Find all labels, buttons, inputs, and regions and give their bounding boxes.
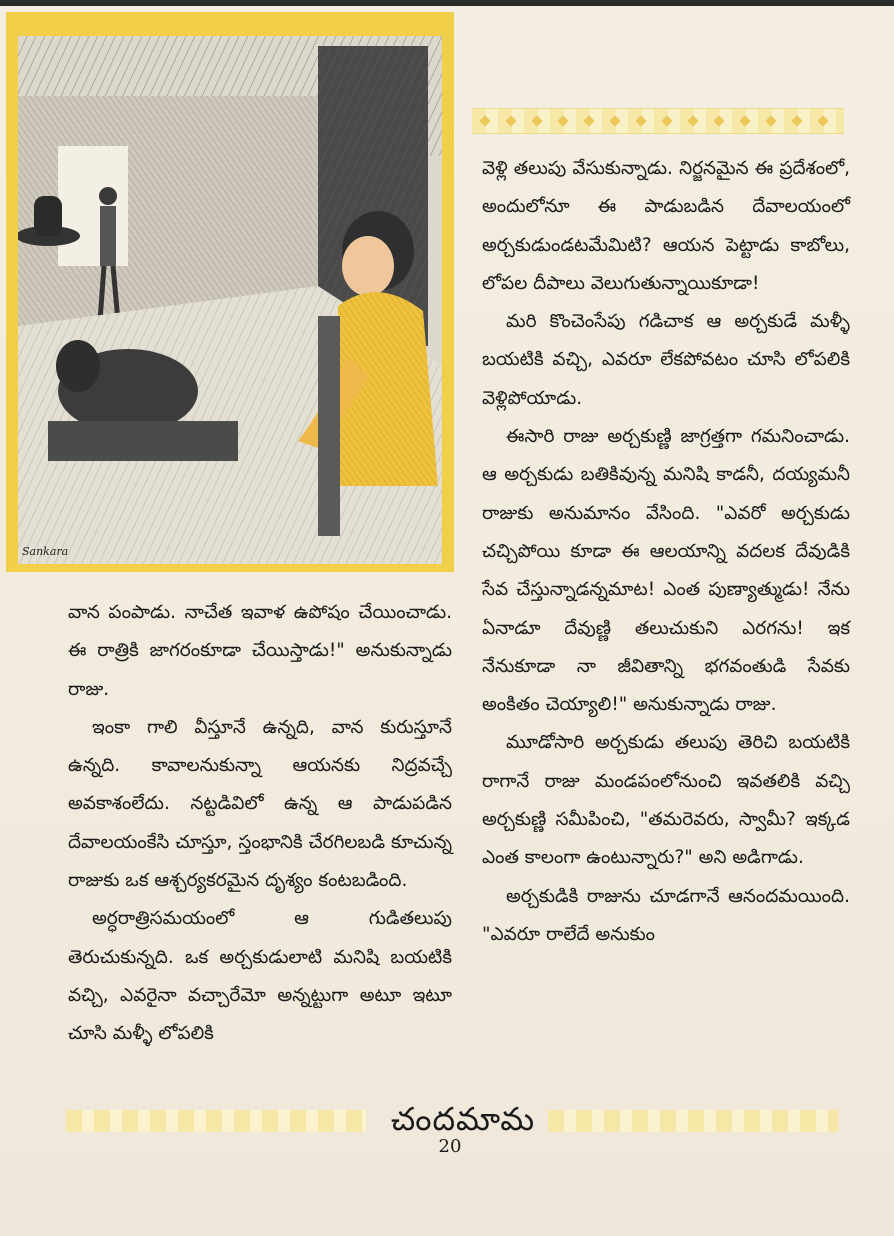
- right-text-column: [482, 150, 850, 954]
- left-paragraph-1: వాన పంపాడు. నాచేత ఇవాళ ఉపోషం చేయించాడు. ఈ రాత్రికి జాగరంకూడా చేయిస్తాడు!" అనుకున్నాడు రాజు.: [68, 602, 452, 700]
- page-number: 20: [438, 1136, 462, 1157]
- footer-band-left: [66, 1110, 366, 1132]
- right-paragraph-5: అర్చకుడికి రాజును చూడగానే ఆనందమయింది. "ఎవరూ రాలేదే అనుకుం: [482, 885, 850, 945]
- illustration-drawing: [18, 36, 442, 564]
- left-paragraph-3: అర్ధరాత్రిసమయంలో ఆ గుడితలుపు తెరుచుకున్నది. ఒక అర్చకుడులాటి మనిషి బయటికి వచ్చి, ఎవరైనా వచ్చారేమో అన్నట్టుగా అటూ ఇటూ చూసి మళ్ళీ లోపలికి: [68, 908, 452, 1045]
- footer-band-right: [548, 1110, 838, 1132]
- right-paragraph-2: మరి కొంచెంసేపు గడిచాక ఆ అర్చకుడే మళ్ళీ బయటికి వచ్చి, ఎవరూ లేకపోవటం చూసి లోపలికి వెళ్లిపోయాడు.: [482, 311, 850, 409]
- left-paragraph-2: ఇంకా గాలి వీస్తూనే ఉన్నది, వాన కురుస్తూనే ఉన్నది. కావాలనుకున్నా ఆయనకు నిద్రవచ్చే అవకాశంలేదు. నట్టడివిలో ఉన్న ఆ పాడుపడిన దేవాలయంకేసి చూస్తూ, స్తంభానికి చేరగిలబడి కూచున్న రాజుకు ఒక ఆశ్చర్యకరమైన దృశ్యం కంటబడింది.: [68, 716, 452, 892]
- magazine-title: చందమామ: [390, 1100, 536, 1138]
- artist-signature: Sankara: [22, 545, 69, 558]
- right-paragraph-3: ఈసారి రాజు అర్చకుణ్ణి జాగ్రత్తగా గమనించాడు. ఆ అర్చకుడు బతికివున్న మనిషి కాడనీ, దయ్యమనీ రాజుకు అనుమానం వేసింది. "ఎవరో అర్చకుడు చచ్చిపోయి కూడా ఈ ఆలయాన్ని వదలక దేవుడికి సేవ చేస్తున్నాడన్నమాట! ఎంత పుణ్యాత్ముడు! నేను ఏనాడూ దేవుణ్ణి తలుచుకుని ఎరగను! ఇక నేనుకూడా నా జీవితాన్ని భగవంతుడి సేవకు అంకితం చెయ్యాలి!" అనుకున్నాడు రాజు.: [482, 426, 850, 716]
- decorative-band-top: [472, 108, 844, 134]
- illustration-frame: [6, 12, 454, 572]
- top-edge-line: [0, 0, 894, 6]
- right-paragraph-4: మూడోసారి అర్చకుడు తలుపు తెరిచి బయటికి రాగానే రాజు మండపంలోనుంచి ఇవతలికి వచ్చి అర్చకుణ్ణి సమీపించి, "తమరెవరు, స్వామీ? ఇక్కడ ఎంత కాలంగా ఉంటున్నారు?" అని అడిగాడు.: [482, 732, 850, 869]
- right-paragraph-1: వెళ్లి తలుపు వేసుకున్నాడు. నిర్జనమైన ఈ ప్రదేశంలో, అందులోనూ ఈ పాడుబడిన దేవాలయంలో అర్చకుడుండటమేమిటి? ఆయన పెట్టాడు కాబోలు, లోపల దీపాలు వెలుగుతున్నాయికూడా!: [482, 158, 850, 294]
- temple-illustration: [18, 36, 442, 564]
- left-text-column: [68, 594, 452, 1054]
